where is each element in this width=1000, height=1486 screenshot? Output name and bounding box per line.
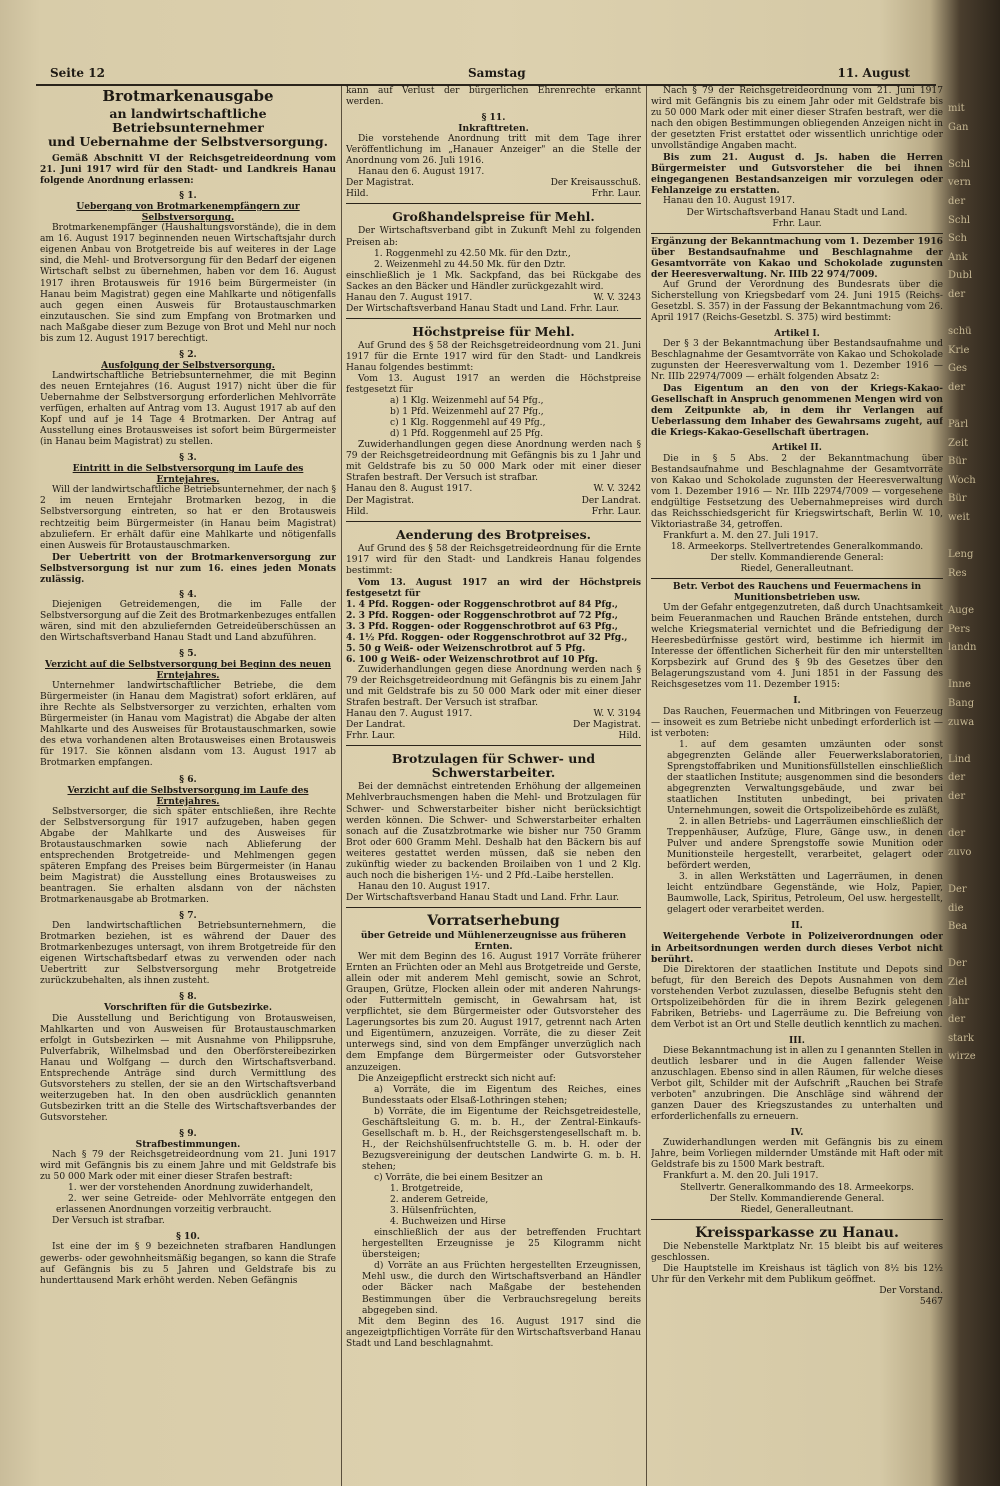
edge-fragment: Krie (948, 344, 970, 356)
notice-date: Hanau den 10. August 1917. (663, 196, 796, 207)
sig-kreisausschuss: Der Kreisausschuß. (550, 178, 641, 189)
notice-signature: Der Wirtschaftsverband Hanau Stadt und Land. Frhr. Laur. (346, 892, 620, 903)
part-i-item-3: 3. in allen Werkstätten und Lagerräumen, in denen leicht entzündbare Gegenstände, wie Holz, Papier, Baumwolle, Lack, Spiritus, Petroleum, Oel usw. hergestellt, gelagert oder verarbeitet werden. (667, 872, 943, 916)
edge-fragment: Bür (948, 493, 967, 505)
column-rule-1 (341, 86, 342, 1486)
notice-signature-3: Riedel, Generalleutnant. (740, 1204, 854, 1215)
section-1-title: Uebergang von Brotmarkenempfängern zur Selbstversorgung. (76, 201, 300, 224)
sig-right: Der Landrat. (581, 495, 641, 506)
page-header (36, 60, 926, 86)
price-item: c) 1 Klg. Roggenmehl auf 49 Pfg., (390, 418, 546, 429)
notice-text: Die Nebenstelle Marktplatz Nr. 15 bleibt bis auf weiteres geschlossen. (651, 1241, 943, 1263)
section-8-number: § 8. (179, 991, 197, 1003)
section-2-title: Ausfolgung der Selbstversorgung. (101, 359, 275, 371)
price-item: d) 1 Pfd. Roggenmehl auf 25 Pfg. (390, 429, 544, 440)
edge-fragment: Zeit (948, 437, 969, 449)
notice-code: W. V. 3194 (593, 709, 641, 720)
exemption-c-item: 2. anderem Getreide, (390, 1195, 489, 1206)
bread-price-item: 4. 1½ Pfd. Roggen- oder Roggenschrotbrot auf 32 Pfg., (346, 631, 628, 643)
article-1-title: Artikel I. (774, 327, 820, 339)
part-iii-text: Diese Bekanntmachung ist in allen zu I genannten Stellen in deutlich lesbarer und in die Augen fallender Weise anzuschlagen. Ebenso sind in allen Räumen, für welche dieses Verbot gilt, Schilder mit der Aufschrift „Rauchen bei Strafe verboten" anzubringen. Die Anschläge sind während der ganzen Dauer des Kriegszustandes zu unterhalten und erforderlichenfalls zu erneuern. (651, 1045, 943, 1123)
section-3-text: Will der landwirtschaftliche Betriebsunternehmer, der nach § 2 im neuen Erntejahr Brotmarken bezog, in die Selbstversorgung eintreten, so hat er den Brotausweis rechtzeitig beim Bürgermeister (in Hanau beim Magistrat) abzuliefern. Er erhält dafür eine Mahlkarte und nötigenfalls einen Ausweis für Brotaustauschmarken. (40, 485, 336, 551)
edge-fragment: Jahr (948, 995, 970, 1007)
edge-fragment (948, 732, 996, 751)
notice-text: Auf Grund des § 58 der Reichsgetreideordnung für die Ernte 1917 wird für den Stadt- und Landkreis Hanau folgendes bestimmt: (346, 543, 641, 576)
edge-fragment: Pers (948, 623, 971, 635)
notice-text: Auf Grund der Verordnung des Bundesrats über die Sicherstellung von Kriegsbedarf vom 24. Juni 1915 (Reichs-Gesetzbl. S. 357) in der Fassung der Bekanntmachung vom 26. April 1917 (Reichs-Gesetzbl. S. 375) wird bestimmt: (651, 279, 943, 323)
edge-fragment (948, 658, 996, 677)
notice-hoechstpreise (346, 318, 641, 518)
edge-fragment: Auge (948, 605, 974, 617)
section-5-title: Verzicht auf die Selbstversorgung bei Beginn des neuen Erntejahres. (45, 659, 331, 682)
edge-fragment (948, 862, 996, 881)
section-8-title: Vorschriften für die Gutsbezirke. (103, 1002, 273, 1014)
edge-fragment: Ziel (948, 976, 968, 988)
bread-price-item: 5. 50 g Weiß- oder Weizenschrotbrot auf 5 Pfg. (346, 643, 586, 655)
article-2-title: Artikel II. (772, 442, 822, 454)
section-9-title: Strafbestimmungen. (135, 1139, 241, 1151)
part-i-item-1: 1. auf dem gesamten umzäunten oder sonst abgegrenzten Gelände aller Feuerwerkslaboratorien, Sprengstoffabriken und Munitionsfüllstellen einschließlich der staatlichen Institute; ausgenommen sind die besonders abgegrenzten Verwaltungsgebäude, und zwar bei staatlichen Instituten unbedingt, bei privaten Unternehmungen, soweit die Ortspolizeibehörde es zuläßt, (667, 739, 943, 816)
notice-title: Aenderung des Brotpreises. (395, 526, 592, 542)
section-5-number: § 5. (179, 648, 197, 660)
section-9-text: Nach § 79 der Reichsgetreideordnung vom 21. Juni 1917 wird mit Gefängnis bis zu einem Jahre und mit Geldstrafe bis zu 50 000 Mark oder mit einer dieser Strafen bestraft: (40, 1150, 336, 1183)
section-10-text: Ist eine der im § 9 bezeichneten strafbaren Handlungen gewerbs- oder gewohnheitsmäßig begangen, so kann die Strafe auf Gefängnis bis zu 5 Jahren und Geldstrafe bis zu hunderttausend Mark erhöht werden. Neben Gefängnis (40, 1242, 336, 1286)
edge-fragment: Ank (948, 251, 968, 263)
notice-kreissparkasse (651, 1219, 943, 1308)
edge-fragment: schü (948, 326, 972, 338)
edge-fragment: Schl (948, 214, 971, 226)
section-6-number: § 6. (179, 773, 197, 785)
exemption-c-item: 1. Brotgetreide, (390, 1184, 464, 1195)
exemption-c-text: einschließlich der aus der betreffenden Fruchtart hergestellten Erzeugnisse je 25 Kilogramm nicht übersteigen; (362, 1228, 641, 1261)
section-6-text: Selbstversorger, die sich später entschließen, ihre Rechte der Selbstversorgung für 1917 aufzugeben, haben gegen Abgabe der Mahlkarte und des Ausweises für Brotaustauschmarken sowie nach Ablieferung der entsprechenden Brotgetreide- und Mehlmengen gegen späteren Empfang des Preises beim Bürgermeister (in Hanau beim Magistrat) die Ausstellung eines Brotausweises zu beantragen. Sie erhalten alsdann von der nächsten Brotmarkenausgabe ab Brotmarken. (40, 806, 336, 906)
section-1-number: § 1. (179, 190, 197, 202)
notice-signature: Der Vorstand. (879, 1285, 943, 1296)
section-11-number: § 11. (481, 112, 506, 124)
edge-fragment: Pärl (948, 419, 969, 431)
article-1-text: Der § 3 der Bekanntmachung über Bestandsaufnahme und Beschlagnahme der Gesamtvorräte von Kakao und Schokolade zugunsten der Heeresverwaltung vom 1. Dezember 1916 — Nr. IIIb 22974/7009 — erhält folgenden Absatz 2: (651, 339, 943, 383)
section-1-text: Brotmarkenempfänger (Haushaltungsvorstände), die in dem am 16. August 1917 beginnenden neuen Wirtschaftsjahr durch eigenen Anbau von Brotgetreide bis auf weiteres in der Lage sind, die Mehl- und Brotversorgung für den Bedarf der eigenen Wirtschaft selbst zu übernehmen, haben vor dem 16. August 1917 ihren Brotausweis für 1916 beim Bürgermeister (in Hanau beim Magistrat) gegen eine Mahlkarte und nötigenfalls auch gegen einen Ausweis für Brotaustauschmarken einzutauschen. Sie sind zum Empfang von Brotmarken und nach Maßgabe dieser zum Bezuge von Brot und Mehl nur noch bis zum 12. August 1917 berechtigt. (40, 223, 336, 344)
notice-text: Auf Grund des § 58 der Reichsgetreideordnung vom 21. Juni 1917 für die Ernte 1917 wird für den Stadt- und Landkreis Hanau folgendes bestimmt: (346, 340, 641, 373)
exemption-c-item: 4. Buchweizen und Hirse (390, 1217, 506, 1228)
edge-fragment: Bea (948, 921, 968, 933)
article-1-text-2: Das Eigentum an den von der Kriegs-Kakao-Gesellschaft in Anspruch genommenen Mengen wird von dem Zeitpunkte ab, in dem ihr Verlangen auf Ueberlassung dem Inhaber des Gewahrsams zugeht, auf die Kriegs-Kakao-Gesellschaft übertragen. (651, 383, 943, 439)
exemption-a: a) Vorräte, die im Eigentum des Reiches, eines Bundesstaats oder Elsaß-Lothringen stehen; (362, 1084, 641, 1106)
edge-fragment: wirze (948, 1051, 976, 1063)
edge-fragment: Bür (948, 456, 967, 468)
intro-paragraph: Gemäß Abschnitt VI der Reichsgetreideordnung vom 21. Juni 1917 wird für den Stadt- und Landkreis Hanau folgende Anordnung erlassen: (40, 153, 336, 187)
notice-signature-2: Der stellv. Kommandierende General: (710, 552, 884, 563)
notice-rauchverbot (651, 578, 943, 1216)
notice-title: Kreissparkasse zu Hanau. (695, 1224, 899, 1241)
sig-magistrat: Der Magistrat. (346, 178, 415, 189)
part-iv-text: Zuwiderhandlungen werden mit Gefängnis bis zu einem Jahre, beim Vorliegen mildernder Umstände mit Haft oder mit Geldstrafe bis zu 1500 Mark bestraft. (651, 1138, 943, 1171)
edge-fragment: Inne (948, 679, 971, 691)
edge-fragment: weit (948, 512, 970, 524)
notice-item: 2. Weizenmehl zu 44.50 Mk. für den Dztr. (374, 259, 566, 270)
part-ii-title: II. (791, 920, 803, 932)
edge-fragment (948, 137, 996, 156)
notice-date: Hanau den 10. August 1917. (358, 881, 491, 892)
notice-text: Der Wirtschaftsverband gibt in Zukunft Mehl zu folgenden Preisen ab: (346, 226, 641, 248)
notice-signature-2 (346, 507, 641, 518)
section-2-number: § 2. (179, 348, 197, 360)
edge-fragment (948, 398, 996, 417)
notice-text-2: einschließlich je 1 Mk. Sackpfand, das bei Rückgabe des Sackes an den Bäcker und Händler zurückgezahlt wird. (346, 270, 641, 292)
sig-laur: Frhr. Laur. (591, 189, 641, 200)
penalty-text: Nach § 79 der Reichsgetreideordnung vom 21. Juni 1917 wird mit Gefängnis bis zu einem Jahr oder mit Geldstrafe bis zu 50 000 Mark oder mit einer dieser Strafen bestraft, wer die nach den obigen Bestimmungen obliegenden Anzeigen nicht in der gesetzten Frist erstattet oder wissentlich unrichtige oder unvollständige Angaben macht. (651, 86, 943, 152)
notice-signature-line (651, 1286, 943, 1297)
part-i-title: I. (793, 695, 801, 707)
exemption-d: d) Vorräte an aus Früchten hergestellten Erzeugnissen, Mehl usw., die durch den Wirtschaftsverband an Händler oder Bäcker nach Maßgabe der bestehenden Bestimmungen über die Verbrauchsregelung bereits abgegeben sind. (362, 1261, 641, 1316)
edge-fragment: Res (948, 567, 967, 579)
notice-text-2: Vom 13. August 1917 an werden die Höchstpreise festgesetzt für (346, 373, 641, 396)
notice-text-3: Zuwiderhandlungen gegen diese Anordnung werden nach § 79 der Reichsgetreideordnung mit Gefängnis bis zu einem Jahr und mit Geldstrafe bis zu 50 000 Mark oder mit einer dieser Strafen bestraft. Der Versuch ist strafbar. (346, 665, 641, 709)
sig-left: Der Landrat. (346, 720, 406, 731)
edge-fragment: der (948, 288, 966, 300)
section-11-signature-2 (346, 189, 641, 200)
edge-fragment: stark (948, 1032, 974, 1044)
section-9-text-2: Der Versuch ist strafbar. (52, 1216, 165, 1227)
section-7-text: Den landwirtschaftlichen Betriebsunternehmern, die Brotmarken beziehen, ist es während der Dauer des Brotmarkenbezuges untersagt, von ihrem Brotgetreide für den eigenen Wirtschaftsbedarf etwas zu verwenden oder nach Uebertritt zur Selbstversorgung mehr Brotgetreide zurückzubehalten, als ihnen zusteht. (40, 921, 336, 987)
header-day: Samstag (468, 66, 526, 80)
notice-date-line (346, 293, 641, 304)
notice-code: W. V. 3242 (593, 484, 641, 495)
notice-brotpreis (346, 521, 641, 743)
section-4-number: § 4. (179, 588, 197, 600)
sig-left: Hild. (346, 506, 369, 517)
notice-kakao (651, 233, 943, 575)
section-11-title: Inkrafttreten. (458, 123, 529, 135)
edge-fragment (948, 305, 996, 324)
notice-vorratserhebung (346, 907, 641, 1350)
bread-price-item: 3. 3 Pfd. Roggen- oder Roggenschrotbrot auf 63 Pfg., (346, 620, 618, 632)
section-8-text: Die Ausstellung und Berichtigung von Brotausweisen, Mahlkarten und von Ausweisen für Brotaustauschmarken erfolgt in Gutsbezirken — mit Ausnahme von Philippsruhe, Pulverfabrik, Wilhelmsbad und den Oberförstereibezirken Hanau und Wolfgang — durch den Wirtschaftsverband. Entsprechende Anträge sind durch Vermittlung des Gutsvorstehers zu stellen, der sie an den Wirtschaftsverband weiterzugeben hat. In den oben ausdrücklich genannten Gutsbezirken tritt an die Stelle des Wirtschaftsverbandes der Gutsvorsteher. (40, 1013, 336, 1123)
notice-date-line (346, 484, 641, 495)
part-iii-title: III. (789, 1034, 805, 1046)
notice-text-3: Zuwiderhandlungen gegen diese Anordnung werden nach § 79 der Reichsgetreideordnung mit Gefängnis bis zu 1 Jahr und mit Geldstrafe bis zu 50 000 Mark oder mit einer dieser Strafen bestraft. Der Versuch ist strafbar. (346, 440, 641, 484)
section-9-number: § 9. (179, 1127, 197, 1139)
edge-fragment: der (948, 772, 966, 784)
notice-item: 1. Roggenmehl zu 42.50 Mk. für den Dztr., (374, 248, 571, 259)
notice-date: Hanau den 8. August 1917. (346, 484, 473, 495)
adjacent-page-edge (948, 100, 996, 1420)
edge-fragment: Der (948, 883, 967, 895)
notice-code-line (651, 1297, 943, 1308)
edge-fragment: der (948, 381, 966, 393)
column-1 (40, 86, 336, 1486)
edge-fragment: der (948, 790, 966, 802)
notice-code: W. V. 3243 (593, 292, 641, 303)
bread-price-item: 1. 4 Pfd. Roggen- oder Roggenschrotbrot auf 84 Pfg., (346, 598, 618, 610)
edge-fragment: die (948, 902, 964, 914)
notice-subtitle: über Getreide und Mühlenerzeugnisse aus früheren Ernten. (360, 929, 627, 952)
section-4-text: Diejenigen Getreidemengen, die im Falle der Selbstversorgung auf die Zeit des Brotmarkenbezuges entfallen wären, sind mit den abzuliefernden Getreideüberschüssen an den Wirtschaftsverband Hanau Stadt und Land abzuführen. (40, 599, 336, 643)
notice-signature-2: Der Stellv. Kommandierende General. (709, 1193, 885, 1204)
edge-fragment: Leng (948, 549, 974, 561)
notice-date-line (346, 709, 641, 720)
notice-date: Hanau den 7. August 1917. (346, 292, 473, 303)
reporting-deadline: Bis zum 21. August d. Js. haben die Herren Bürgermeister und Gutsvorsteher die bei ihnen eingegangenen Bestandsanzeigen mir vorzulegen oder Fehlanzeige zu erstatten. (651, 152, 943, 197)
section-11-text: Die vorstehende Anordnung tritt mit dem Tage ihrer Veröffentlichung im „Hanauer Anzeiger" an die Stelle der Anordnung vom 26. Juli 1916. (346, 134, 641, 167)
section-3-text-2: Der Uebertritt von der Brotmarkenversorgung zur Selbstversorgung ist nur zum 16. eines jeden Monats zulässig. (40, 551, 336, 585)
notice-brotzulagen (346, 745, 641, 904)
part-ii-text: Weitergehende Verbote in Polizeiverordnungen oder in Arbeitsordnungen werden durch dieses Verbot nicht berührt. (651, 931, 943, 965)
sig-right: Der Magistrat. (572, 720, 641, 731)
sig-hild: Hild. (346, 189, 369, 200)
part-iv-title: IV. (790, 1127, 804, 1139)
notice-title: Großhandelspreise für Mehl. (392, 209, 595, 225)
section-2-text: Landwirtschaftliche Betriebsunternehmer, die mit Beginn des neuen Erntejahres (16. August 1917) nicht über die für Uebernahme der Selbstversorgung erforderlichen Mehlvorräte verfügen, erhalten auf Antrag vom 13. August 1917 ab auf den Kopf und auf je 14 Tage 4 Brotmarken. Der Antrag auf Ausstellung eines Brotausweises ist sofort beim Bürgermeister (in Hanau beim Magistrat) zu stellen. (40, 370, 336, 448)
notice-title: Höchstpreise für Mehl. (412, 323, 575, 339)
notice-signature-2 (346, 731, 641, 742)
bread-price-item: 6. 100 g Weiß- oder Weizenschrotbrot auf 10 Pfg. (346, 654, 598, 666)
section-11-date: Hanau den 6. August 1917. (358, 167, 485, 178)
edge-fragment: landn (948, 642, 977, 654)
notice-date: Frankfurt a. M. den 27. Juli 1917. (663, 530, 819, 541)
section-5-text: Unternehmer landwirtschaftlicher Betriebe, die dem Bürgermeister (in Hanau dem Magistrat) sofort erklären, auf ihre Rechte als Selbstversorger zu verzichten, erhalten vom Bürgermeister (in Hanau vom Magistrat) die Abgabe der alten Mahlkarte und des Ausweises für Brotaustauschmarken, sowie des etwa vorhandenen alten Brotausweises einen Brotausweis für 1917. Sie können alsdann vom 13. August 1917 ab Brotmarken empfangen. (40, 681, 336, 769)
part-i-text: Das Rauchen, Feuermachen und Mitbringen von Feuerzeug — insoweit es zum Betriebe nicht unbedingt erforderlich ist — ist verboten: (651, 706, 943, 739)
notice-signature-3: Riedel, Generalleutnant. (740, 563, 854, 574)
edge-fragment: Lind (948, 753, 971, 765)
continuation-text: kann auf Verlust der bürgerlichen Ehrenrechte erkannt werden. (346, 86, 641, 108)
notice-signature-1: Stellvertr. Generalkommando des 18. Armeekorps. (679, 1182, 915, 1193)
edge-fragment: vern (948, 177, 971, 189)
column-rule-2 (646, 86, 647, 1486)
section-3-number: § 3. (179, 452, 197, 464)
notice-text: Um der Gefahr entgegenzutreten, daß durch Unachtsamkeit beim Feueranmachen und Rauchen Brände entstehen, durch welche Kriegsmaterial vernichtet und die Befriedigung der Heeresbedürfnisse gestört wird, bestimme ich hiermit im Interesse der öffentlichen Sicherheit für den mir unterstellten Korpsbezirk auf Grund des § 9b des Gesetzes über den Belagerungszustand vom 4. Juni 1851 in der Fassung des Reichsgesetzes vom 11. Dezember 1915: (651, 603, 943, 691)
section-11-signature-1 (346, 178, 641, 189)
section-10-number: § 10. (176, 1231, 200, 1243)
sig-right: Hild. (618, 731, 641, 742)
notice-code: 5467 (919, 1296, 943, 1307)
notice-signature-1 (346, 496, 641, 507)
bread-price-item: 2. 3 Pfd. Roggen- oder Roggenschrotbrot auf 72 Pfg., (346, 609, 618, 621)
exemption-c: c) Vorräte, die bei einem Besitzer an (374, 1172, 543, 1183)
notice-signature-1: Der Wirtschaftsverband Hanau Stadt und Land. (686, 207, 908, 218)
notice-date: Frankfurt a. M. den 20. Juli 1917. (663, 1171, 819, 1182)
notice-text: Wer mit dem Beginn des 16. August 1917 Vorräte früherer Ernten an Früchten oder an Mehl aus Brotgetreide und Gerste, allein oder mit anderem Mehl gemischt, sowie an Schrot, Graupen, Grütze, Flocken allein oder mit anderen Nahrungs- oder Futtermitteln gemischt, in Gewahrsam hat, ist verpflichtet, sie dem Bürgermeister oder Gutsvorsteher des Lagerungsortes bis zum 20. August 1917, getrennt nach Arten und Eigentümern, anzuzeigen. Vorräte, die zu dieser Zeit unterwegs sind, sind von dem Empfänger unverzüglich nach dem Empfange dem Bürgermeister oder Gutsvorsteher anzuzeigen. (346, 952, 641, 1073)
article-2-text: Die in § 5 Abs. 2 der Bekanntmachung über Bestandsaufnahme und Beschlagnahme der Gesamtvorräte von Kakao und Schokolade zugunsten der Heeresverwaltung vom 1. Dezember 1916 — Nr. IIIb 22974/7009 — vorgesehene endgültige Festsetzung des Uebernahmepreises wird durch das Reichsschiedsgericht für Kriegswirtschaft, Berlin W. 10, Viktoriastraße 34, getroffen. (651, 453, 943, 530)
notice-date: Hanau den 7. August 1917. (346, 709, 473, 720)
notice-text-2: Die Anzeigepflicht erstreckt sich nicht auf: (358, 1073, 556, 1084)
edge-fragment: mit (948, 103, 965, 114)
headline-line-3: und Uebernahme der Selbstversorgung. (48, 134, 328, 149)
column-2 (346, 86, 641, 1486)
notice-title: Betr. Verbot des Rauchens und Feuermachens in Munitionsbetrieben usw. (672, 581, 922, 604)
section-6-title: Verzicht auf die Selbstversorgung im Laufe des Erntejahres. (67, 784, 309, 807)
headline-line-2: an landwirtschaftliche Betriebsunternehmer (109, 106, 267, 135)
edge-fragment: zuwa (948, 716, 975, 728)
sig-left: Der Magistrat. (346, 495, 415, 506)
notice-signature-1: 18. Armeekorps. Stellvertretendes Generalkommando. (670, 541, 924, 552)
notice-text-3: Mit dem Beginn des 16. August 1917 sind die angezeigtpflichtigen Vorräte für den Wirtschaftsverband Hanau Stadt und Land beschlagnahmt. (346, 1316, 641, 1349)
edge-fragment: Sch (948, 233, 967, 245)
edge-fragment: Gan (948, 121, 969, 133)
edge-fragment (948, 807, 996, 826)
notice-text-2: Die Hauptstelle im Kreishaus ist täglich von 8½ bis 12½ Uhr für den Verkehr mit dem Publikum geöffnet. (651, 1263, 943, 1285)
section-9-item-1: 1. wer der vorstehenden Anordnung zuwiderhandelt, (68, 1183, 314, 1194)
sig-left: Frhr. Laur. (346, 731, 396, 742)
edge-fragment (948, 528, 996, 547)
section-7-number: § 7. (179, 910, 197, 922)
exemption-b: b) Vorräte, die im Eigentume der Reichsgetreidestelle, Geschäftsleitung G. m. b. H., der Zentral-Einkaufs-Gesellschaft m. b. H., der Reichsgerstengesellschaft m. b. H., der Reichshülsenfruchtstelle G. m. b. H. oder der Bezugsvereinigung der deutschen Landwirte G. m. b. H. stehen; (362, 1106, 641, 1172)
notice-signature: Der Wirtschaftsverband Hanau Stadt und Land. Frhr. Laur. (346, 303, 620, 314)
edge-fragment: der (948, 828, 966, 840)
edge-fragment (948, 937, 996, 956)
notice-text: Bei der demnächst eintretenden Erhöhung der allgemeinen Mehlverbrauchsmengen haben die Mehl- und Brotzulagen für Schwer- und Schwerstarbeiter bisher nicht berücksichtigt werden können. Die Schwer- und Schwerstarbeiter erhalten sonach auf die Zusatzbrotmarke wie bisher nur 750 Gramm Brot oder 600 Gramm Mehl. Deshalb hat den Bäckern bis auf weiteres gestattet werden müssen, daß sie neben den zukünftig wieder zu backenden Broilaiben von 1 und 2 Klg. auch noch die bisherigen 1½- und 2 Pfd.-Laibe herstellen. (346, 782, 641, 881)
edge-fragment: Dubl (948, 270, 973, 282)
part-ii-text-2: Die Direktoren der staatlichen Institute und Depots sind befugt, für den Bereich des Depots Ausnahmen von dem vorstehenden Verbot zuzulassen, dieselbe Befugnis steht den Ortspolizeibehörden für die in ihrem Bezirk gelegenen Fabriken, Betriebs- und Lagerräume zu. Die Befreiung von dem Verbot ist an Ort und Stelle deutlich kenntlich zu machen. (651, 964, 943, 1030)
edge-fragment (948, 583, 996, 602)
edge-fragment: Ges (948, 363, 968, 375)
notice-text-2: Vom 13. August 1917 an wird der Höchstpreis festgesetzt für (346, 576, 641, 599)
exemption-c-item: 3. Hülsenfrüchten, (390, 1206, 477, 1217)
edge-fragment: Der (948, 958, 967, 970)
notice-title: Brotzulagen für Schwer- und Schwerstarbeiter. (391, 751, 596, 781)
page-number: Seite 12 (50, 66, 105, 80)
section-3-title: Eintritt in die Selbstversorgung im Laufe des Erntejahres. (72, 463, 304, 486)
edge-fragment: Woch (948, 474, 976, 486)
notice-title: Ergänzung der Bekanntmachung vom 1. Dezember 1916 über Bestandsaufnahme und Beschlagnahme der Gesamtvorräte von Kakao und Schokolade zugunsten der Heeresverwaltung. Nr. IIIb 22 974/7009. (651, 235, 943, 280)
price-item: a) 1 Klg. Weizenmehl auf 54 Pfg., (390, 396, 544, 407)
header-date: 11. August (837, 66, 910, 80)
edge-fragment: Schl (948, 158, 971, 170)
price-item: b) 1 Pfd. Weizenmehl auf 27 Pfg., (390, 407, 544, 418)
notice-title: Vorratserhebung (427, 912, 560, 929)
part-i-item-2: 2. in allen Betriebs- und Lagerräumen einschließlich der Treppenhäuser, Aufzüge, Flure, Gänge usw., in denen Pulver und andere Sprengstoffe sowie Munition oder Munitionsteile hergestellt, verarbeitet, gelagert oder befördert werden, (667, 817, 943, 872)
section-9-item-2: 2. wer seine Getreide- oder Mehlvorräte entgegen den erlassenen Anordnungen vorzeitig verbraucht. (56, 1194, 336, 1216)
headline-brotmarkenausgabe: Brotmarkenausgabe (102, 87, 274, 105)
edge-fragment: zuvo (948, 846, 972, 858)
notice-grosshandelspreise (346, 203, 641, 314)
notice-signature-1 (346, 720, 641, 731)
column-3 (651, 86, 943, 1486)
notice-signature-2: Frhr. Laur. (772, 218, 822, 229)
edge-fragment: der (948, 1014, 966, 1026)
edge-fragment: Bang (948, 698, 975, 709)
edge-fragment: der (948, 195, 966, 207)
sig-right: Frhr. Laur. (591, 506, 641, 517)
